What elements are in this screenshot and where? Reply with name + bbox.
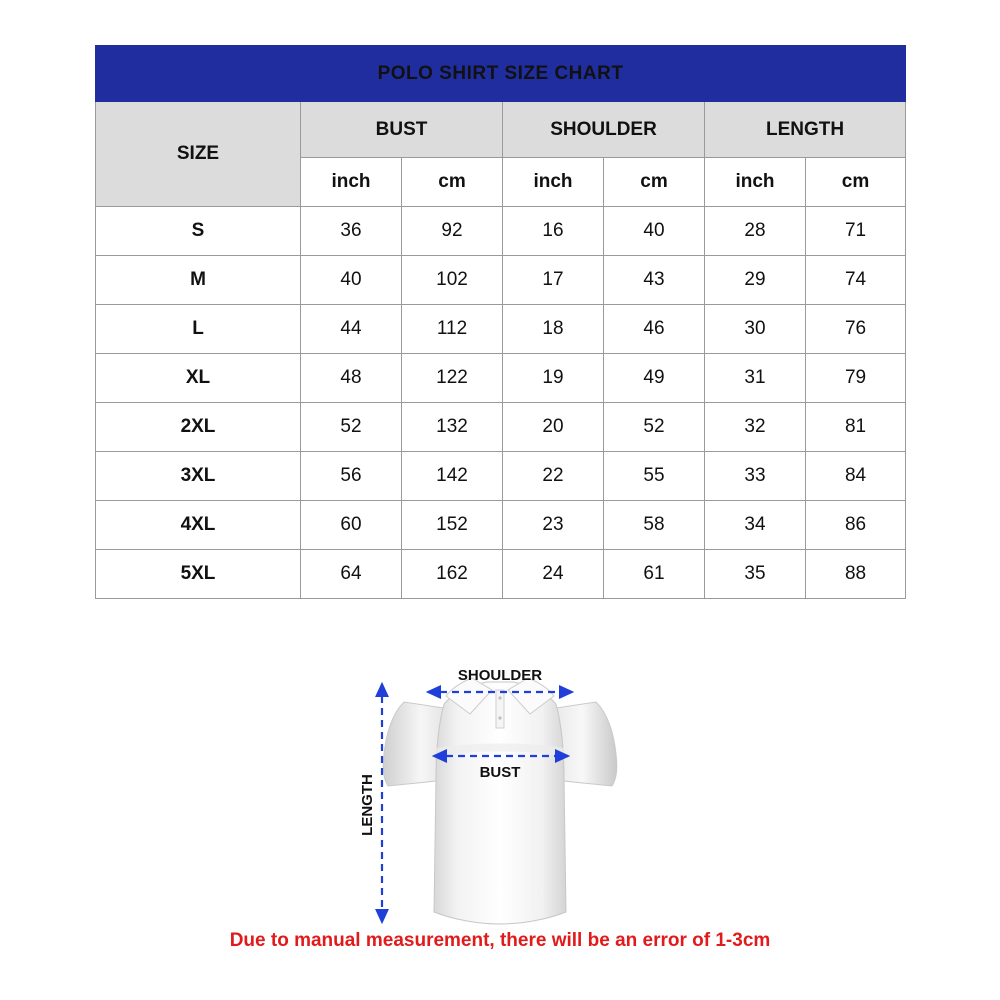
cell-length-inch: 34 xyxy=(705,501,806,550)
table-row xyxy=(96,305,906,354)
cell-size: XL xyxy=(96,354,301,403)
cell-shoulder-inch: 19 xyxy=(503,354,604,403)
cell-shoulder-inch: 23 xyxy=(503,501,604,550)
cell-bust-inch: 64 xyxy=(301,550,402,599)
cell-size: M xyxy=(96,256,301,305)
cell-bust-cm: 162 xyxy=(402,550,503,599)
size-chart-table xyxy=(95,45,906,599)
page-title: POLO SHIRT SIZE CHART xyxy=(96,46,906,102)
table-row xyxy=(96,256,906,305)
cell-length-inch: 31 xyxy=(705,354,806,403)
cell-size: L xyxy=(96,305,301,354)
cell-shoulder-inch: 17 xyxy=(503,256,604,305)
cell-shoulder-cm: 55 xyxy=(604,452,705,501)
column-header-length: LENGTH xyxy=(705,102,906,158)
cell-length-cm: 74 xyxy=(806,256,906,305)
cell-shoulder-cm: 46 xyxy=(604,305,705,354)
cell-shoulder-inch: 22 xyxy=(503,452,604,501)
size-chart-table-wrapper xyxy=(95,45,905,599)
cell-bust-cm: 152 xyxy=(402,501,503,550)
table-row xyxy=(96,501,906,550)
table-row xyxy=(96,550,906,599)
table-header-row xyxy=(96,102,906,158)
cell-bust-inch: 48 xyxy=(301,354,402,403)
cell-shoulder-cm: 61 xyxy=(604,550,705,599)
unit-length-inch: inch xyxy=(705,158,806,207)
cell-size: 4XL xyxy=(96,501,301,550)
cell-size: 3XL xyxy=(96,452,301,501)
shoulder-label: SHOULDER xyxy=(457,667,543,684)
cell-length-cm: 86 xyxy=(806,501,906,550)
unit-shoulder-cm: cm xyxy=(604,158,705,207)
cell-bust-cm: 112 xyxy=(402,305,503,354)
polo-shirt-graphic xyxy=(383,678,617,924)
measurement-illustration xyxy=(0,630,1000,940)
cell-shoulder-inch: 24 xyxy=(503,550,604,599)
cell-shoulder-cm: 49 xyxy=(604,354,705,403)
table-row xyxy=(96,354,906,403)
cell-shoulder-cm: 52 xyxy=(604,403,705,452)
bust-label: BUST xyxy=(479,764,521,781)
unit-length-cm: cm xyxy=(806,158,906,207)
cell-bust-inch: 52 xyxy=(301,403,402,452)
cell-length-inch: 29 xyxy=(705,256,806,305)
cell-length-inch: 32 xyxy=(705,403,806,452)
cell-bust-cm: 102 xyxy=(402,256,503,305)
cell-length-inch: 30 xyxy=(705,305,806,354)
cell-shoulder-inch: 18 xyxy=(503,305,604,354)
unit-bust-cm: cm xyxy=(402,158,503,207)
unit-bust-inch: inch xyxy=(301,158,402,207)
cell-bust-cm: 132 xyxy=(402,403,503,452)
cell-bust-inch: 40 xyxy=(301,256,402,305)
cell-length-cm: 84 xyxy=(806,452,906,501)
cell-length-inch: 28 xyxy=(705,207,806,256)
cell-length-cm: 81 xyxy=(806,403,906,452)
cell-bust-cm: 142 xyxy=(402,452,503,501)
cell-length-inch: 33 xyxy=(705,452,806,501)
length-label: LENGTH xyxy=(359,774,376,836)
cell-length-inch: 35 xyxy=(705,550,806,599)
cell-bust-inch: 36 xyxy=(301,207,402,256)
cell-bust-inch: 44 xyxy=(301,305,402,354)
cell-bust-inch: 56 xyxy=(301,452,402,501)
cell-bust-cm: 92 xyxy=(402,207,503,256)
column-header-bust: BUST xyxy=(301,102,503,158)
cell-shoulder-cm: 43 xyxy=(604,256,705,305)
cell-length-cm: 71 xyxy=(806,207,906,256)
cell-length-cm: 79 xyxy=(806,354,906,403)
cell-bust-inch: 60 xyxy=(301,501,402,550)
cell-size: 5XL xyxy=(96,550,301,599)
cell-size: S xyxy=(96,207,301,256)
table-row xyxy=(96,403,906,452)
measurement-note: Due to manual measurement, there will be an error of 1-3cm xyxy=(229,930,771,951)
cell-shoulder-inch: 16 xyxy=(503,207,604,256)
cell-length-cm: 76 xyxy=(806,305,906,354)
table-title-row xyxy=(96,46,906,102)
cell-shoulder-cm: 58 xyxy=(604,501,705,550)
cell-shoulder-cm: 40 xyxy=(604,207,705,256)
table-row xyxy=(96,207,906,256)
unit-shoulder-inch: inch xyxy=(503,158,604,207)
table-row xyxy=(96,452,906,501)
cell-size: 2XL xyxy=(96,403,301,452)
cell-shoulder-inch: 20 xyxy=(503,403,604,452)
cell-bust-cm: 122 xyxy=(402,354,503,403)
column-header-shoulder: SHOULDER xyxy=(503,102,705,158)
cell-length-cm: 88 xyxy=(806,550,906,599)
column-header-size: SIZE xyxy=(96,102,301,207)
